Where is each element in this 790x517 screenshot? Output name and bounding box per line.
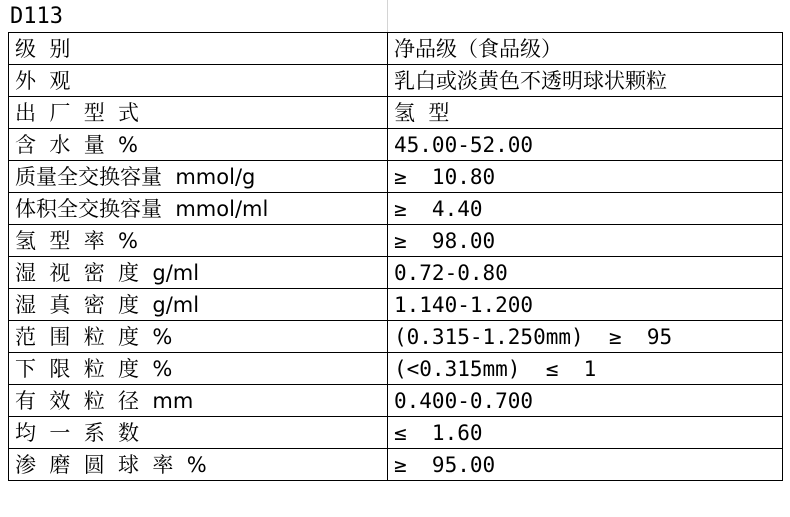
table-row-moisture xyxy=(9,129,783,161)
label-cell[interactable]: 下 限 粒 度 % xyxy=(9,353,388,385)
bottom-edge xyxy=(0,512,790,517)
table-row-lower-limit-size xyxy=(9,353,783,385)
value-cell[interactable]: (<0.315mm) ≤ 1 xyxy=(388,353,783,385)
label-cell[interactable]: 出 厂 型 式 xyxy=(9,97,388,129)
table-row-appearance xyxy=(9,65,783,97)
table-row-apparent-density xyxy=(9,257,783,289)
value-cell[interactable]: 0.400-0.700 xyxy=(388,385,783,417)
table-row-hydrogen-ratio xyxy=(9,225,783,257)
label-cell[interactable]: 含 水 量 % xyxy=(9,129,388,161)
value-cell[interactable]: 乳白或淡黄色不透明球状颗粒 xyxy=(388,65,783,97)
table-row-volume-capacity xyxy=(9,193,783,225)
label-cell[interactable]: 均 一 系 数 xyxy=(9,417,388,449)
title-row xyxy=(0,0,790,32)
table-row-size-range xyxy=(9,321,783,353)
value-cell[interactable]: 0.72-0.80 xyxy=(388,257,783,289)
title-column-divider xyxy=(387,0,388,32)
label-cell[interactable]: 级 别 xyxy=(9,33,388,65)
spec-table xyxy=(8,32,783,481)
value-cell[interactable]: (0.315-1.250mm) ≥ 95 xyxy=(388,321,783,353)
table-row-mass-capacity xyxy=(9,161,783,193)
value-cell[interactable]: ≥ 95.00 xyxy=(388,449,783,481)
table-row-grade xyxy=(9,33,783,65)
table-row-sphericity xyxy=(9,449,783,481)
product-code-cell[interactable]: D113 xyxy=(10,4,63,29)
table-row-uniformity xyxy=(9,417,783,449)
label-cell[interactable]: 质量全交换容量 mmol/g xyxy=(9,161,388,193)
table-row-ionic-form xyxy=(9,97,783,129)
value-cell[interactable]: ≥ 4.40 xyxy=(388,193,783,225)
label-cell[interactable]: 湿 视 密 度 g/ml xyxy=(9,257,388,289)
value-cell[interactable]: 1.140-1.200 xyxy=(388,289,783,321)
label-cell[interactable]: 渗 磨 圆 球 率 % xyxy=(9,449,388,481)
table-row-effective-size xyxy=(9,385,783,417)
label-cell[interactable]: 氢 型 率 % xyxy=(9,225,388,257)
label-cell[interactable]: 范 围 粒 度 % xyxy=(9,321,388,353)
value-cell[interactable]: 氢 型 xyxy=(388,97,783,129)
value-cell[interactable]: 45.00-52.00 xyxy=(388,129,783,161)
label-cell[interactable]: 体积全交换容量 mmol/ml xyxy=(9,193,388,225)
value-cell[interactable]: ≤ 1.60 xyxy=(388,417,783,449)
table-row-true-density xyxy=(9,289,783,321)
label-cell[interactable]: 湿 真 密 度 g/ml xyxy=(9,289,388,321)
value-cell[interactable]: ≥ 10.80 xyxy=(388,161,783,193)
value-cell[interactable]: ≥ 98.00 xyxy=(388,225,783,257)
label-cell[interactable]: 有 效 粒 径 mm xyxy=(9,385,388,417)
label-cell[interactable]: 外 观 xyxy=(9,65,388,97)
value-cell[interactable]: 净品级（食品级） xyxy=(388,33,783,65)
